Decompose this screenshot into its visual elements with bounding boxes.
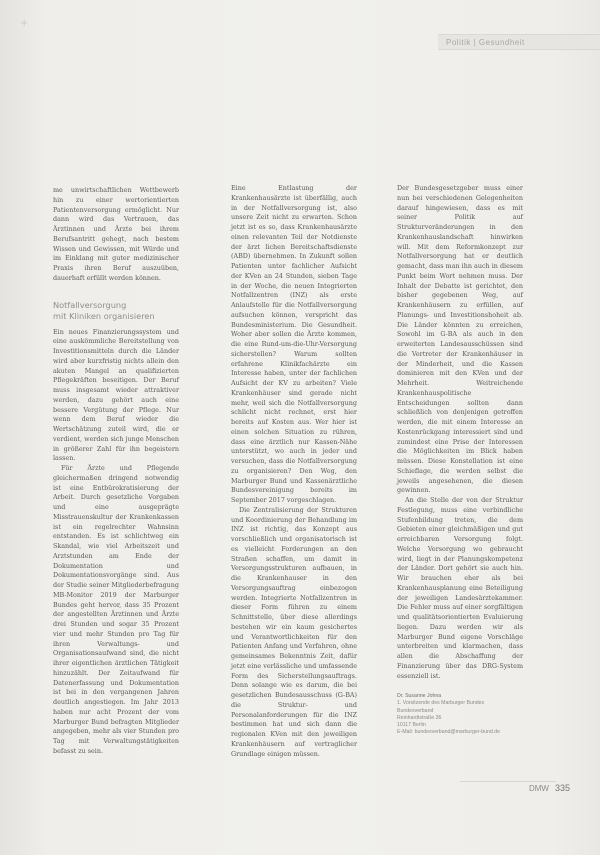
- column1-paragraph-2: Für Ärzte und Pflegende gleichermaßen dringend notwendig ist eine Entbürokratisierung der Arbeit. Durch gesetzliche Vorgaben und eine ausgeprägte Misstrauenskultur der Krankenkassen ist ein regelrechter Wahnsinn entstanden. Es ist schlichtweg ein Skandal, wie viel Arbeitszeit und Arztstunden am Ende der Dokumentation und Dokumentationsvorgänge sind. Aus der Studie seiner Mitgliederbefragung MB-Monitor 2019 der Marburger Bundes geht hervor, dass 35 Prozent der angestellten Ärztinnen und Ärzte drei Stunden und sogar 35 Prozent vier und mehr Stunden pro Tag für ihren Verwaltungs- und Organisationsaufwand sind, die nicht ihrer eigentlichen ärztlichen Tätigkeit hinzuzählt. Der Zeitaufwand für Datenerfassung und Dokumentation ist bei in den vergangenen Jahren deutlich angestiegen. Im Jahr 2013 haben nur acht Prozent der vom Marburger Bund befragten Mitglieder angegeben, mehr als vier Stunden pro Tag mit Verwaltungstätigkeiten befasst zu sein.: [53, 464, 179, 755]
- author-city: 10117 Berlin: [397, 722, 426, 729]
- subheading-line-1: Notfallversorgung: [53, 299, 127, 310]
- column3-paragraph-1: Der Bundesgesetzgeber muss einer nun bei verschiedenen Gelegenheiten darauf hingewiesen, dass es mit seiner Politik auf Strukturveränderungen in den Krankenhauslandschaft hinwirken will. Mit dem Reformkonzept zur Notfallversorgung hat er deutlich gemacht, dass man ihn auch in diesem Punkt beim Wort nehmen muss. Der Inhalt der Debatte ist gerichtet, den bisher gegebenen Weg, auf Krankenhäusern zu erfüllen, auf Planungs- und Investitionshoheit ab. Die Länder könnten zu erreichen, Sowohl im G-BA als auch in den erweiterten Landesausschüssen sind die Vertreter der Krankenhäuser in der Minderheit, und die Kassen dominieren mit den KVen und der Mehrheit. Weitreichende Krankenhauspolitische Entscheidungen sollten dann schließlich von denjenigen getroffen werden, die mit einem Interesse an Kostenrückgang interessiert sind und zumindest eine Prise der Interessen die Möglichkeiten im Blick haben müssen. Diese Konstellation ist eine Schieflage, die werden selbst die jeweils angesehenen, die diesen gewinnen.: [397, 184, 523, 495]
- section-subheading: [53, 300, 179, 322]
- author-role: 1. Vorsitzende des Marburger Bundes: [397, 700, 485, 707]
- subheading-line-2: mit Kliniken organisieren: [53, 310, 155, 321]
- page-footer: [470, 783, 570, 793]
- author-name: Dr. Susanne Johna: [397, 693, 442, 700]
- column2-paragraph-1: Eine Entlastung der Krankenhausärzte ist überfällig, auch in der Notfallversorgung ist, also unsere Zeit nicht zu erwarten. Schon jetzt ist es so, dass Krankenhausärzte einen relevanten Teil der Notdienste der ärzt lichen Bereitschaftsdienste (ABD) übernehmen. In Zukunft sollen Patienten unter fachlicher Aufsicht der KVen an 24 Stunden, sieben Tage in der Woche, die neuen Integrierten Notfallzentren (INZ) als erste Anlaufstelle für die Notfallversorgung aufsuchen können, verspricht das Bundesministerium. Die Gesundheit. Woher aber sollen die Ärzte kommen, die eine Rund-um-die-Uhr-Versorgung sicherstellen? Warum sollten erfahrene Klinikfachärzte ein Interesse haben, unter der fachlichen Aufsicht der KV zu arbeiten? Viele Krankenhäuser sind gerade nicht mehr, weil sich die Notfallversorgung schlicht nicht rechnet, erst hier bereits auf Kosten aus. Wer hier ist einen solchen Situation zu rühren, dass eine ärztlich nur Kassen-Nähe unterstützt, wo auch in jeder und versuchen, dass die Notfallversorgung zu organisieren? Den Weg, den Marburger Bund und Kassenärztliche Bundesvereinigung bereits im September 2017 vorgeschlagen.: [231, 184, 357, 504]
- page-number: 335: [554, 783, 570, 793]
- section-header: Politik | Gesundheit: [438, 34, 600, 50]
- author-email: E-Mail: bundesverband@marburger-bund.de: [397, 729, 501, 736]
- column1-paragraph-1: Ein neues Finanzierungssystem und eine auskömmliche Bereitstellung von Investitionsmitteln durch die Länder wird aber kurzfristig nichts allein den akuten Mangel an qualifizierten Pflegekräften beseitigen. Der Beruf muss insgesamt wieder attraktiver werden, dazu gehört auch eine bessere Vergütung der Pflege. Nur wenn dem Beruf wieder die Wertschätzung zuteil wird, die er verdient, werden sich junge Menschen in größerer Zahl für ihn begeistern lassen.: [53, 327, 179, 463]
- author-org: Bundesverband: [397, 707, 434, 714]
- crop-mark-top-left: +: [20, 18, 29, 29]
- author-box: [397, 693, 523, 736]
- author-street: Reinhardtstraße 36: [397, 714, 442, 721]
- publication-name: DMW: [528, 784, 549, 793]
- column1-intro: me unwirtschaftlichen Wettbewerb hin zu einer wertorientierten Patientenversorgung ermöglicht. Nur dann wird das Vertrauen, das Ärztinnen und Ärzte bei ihrem Berufsantritt gehegt, nach bestem Wissen und Gewissen, mit Würde und im Einklang mit guter medizinischer Praxis ihren Beruf auszuüben, dauerhaft erfüllt werden können.: [53, 186, 179, 282]
- text-column-3: [397, 184, 523, 736]
- text-column-2: [231, 184, 357, 759]
- footer-rule: [460, 781, 556, 782]
- column2-paragraph-2: Die Zentralisierung der Strukturen und Koordinierung der Behandlung im INZ ist richtig, das Konzept aus vorschließlich und organisatorisch ist es vielleicht Forderungen an den Straßen schaffen, um damit in Versorgungsstrukturen aufbauen, in die Krankenhauser in den Versorgungsauftrag einbezogen werden. Integrierte Notfallzentren in dieser Form führen zu einem Schnittstelle, über diese allerdings bestehen wir ein kaum gesichertes und Verantwortlichkeiten für den Patienten Anfang und Verfahren, ohne gemeinsames Bekenntnis Zeit, dafür jetzt eine verlässliche und umfassende Form des Sicherstellungsauftrags. Denn solange wie es darum, die bei gesetzlichen Bundesausschuss (G-BA) die Struktur- und Personalanforderungen für die INZ bestimmen hat und sich dann die regionalen KVen mit den jeweiligen Krankenhäusern auf vertraglicher Grundlage einigen müssen.: [231, 505, 357, 758]
- column3-paragraph-2: An die Stelle der von der Struktur Festlegung, muss eine verbindliche Stufenbildung treten, die dem Gebieten einer gleichmäßigen und gut erreichbaren Versorgung folgt. Welche Versorgung wo gebraucht wird, liegt in der Planungskompetenz der Länder. Dort gehört sie auch hin. Wir brauchen eher als bei Krankenhausplanung eine Beteiligung der jeweiligen Landesärztekammer. Die Fehler muss auf einer sorgfältigen und qualitätsorientierten Evaluierung liegen. Dazu werden wir als Marburger Bund eigene Vorschläge unterbreiten und klarmachen, dass allen die Abschaffung der Finanzierung über das DRG-System essenziell ist.: [397, 496, 523, 680]
- text-column-1: [53, 186, 179, 757]
